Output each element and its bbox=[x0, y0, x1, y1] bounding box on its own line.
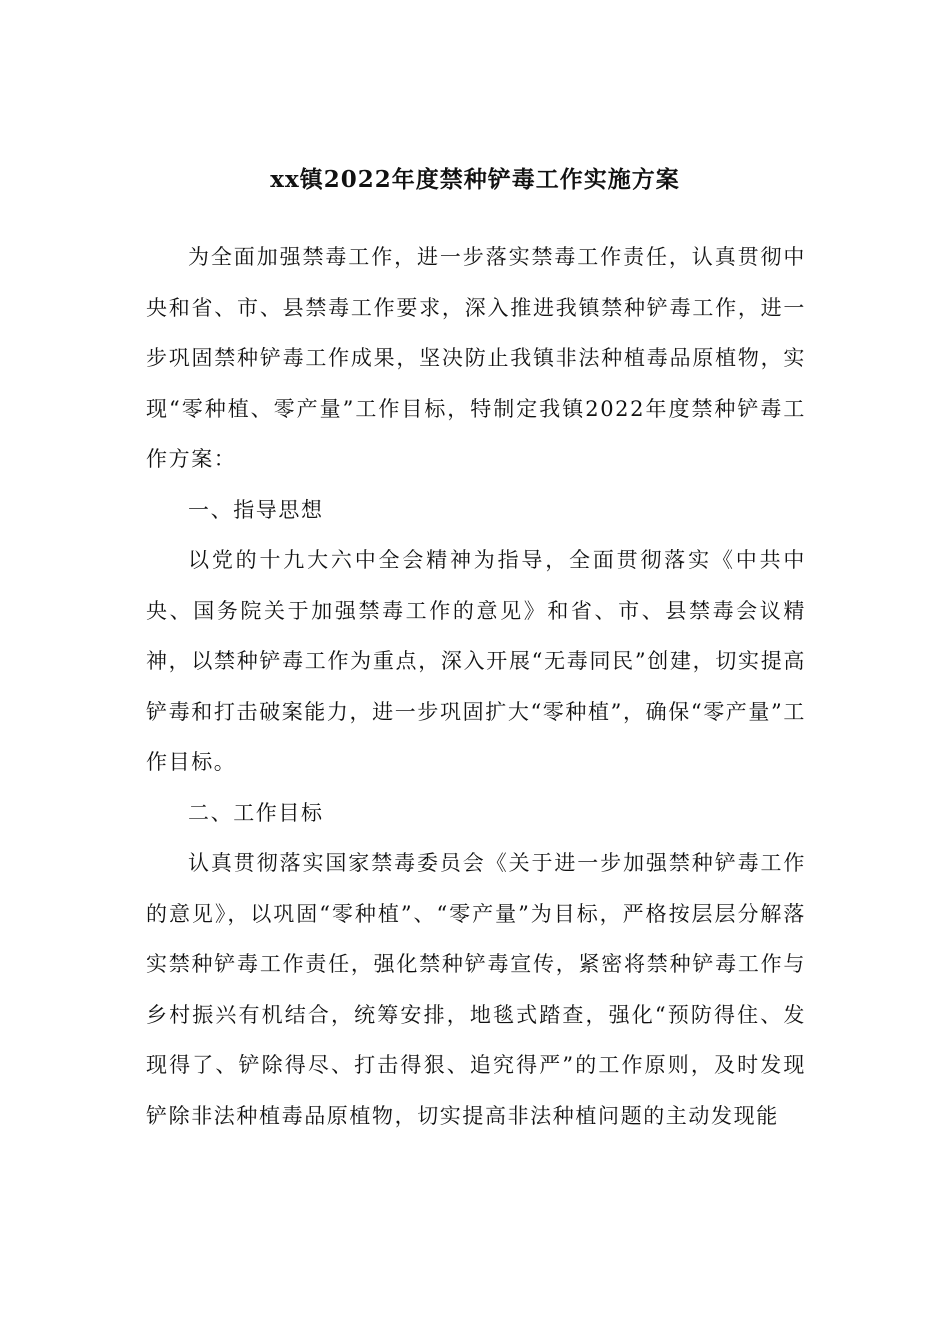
section-heading-work-goals: 二、工作目标 bbox=[188, 800, 324, 825]
document-title: xx镇2022年度禁种铲毒工作实施方案 bbox=[270, 166, 680, 193]
section-paragraph-work-goals: 认真贯彻落实国家禁毒委员会《关于进一步加强禁种铲毒工作的意见》，以巩固“零种植”、“零产量”为目标，严格按层层分解落实禁种铲毒工作责任，强化禁种铲毒宣传，紧密将禁种铲毒工作与乡村振兴有机结合，统筹安排，地毯式踏查，强化“预防得住、发现得了、铲除得尽、打击得狠、追究得严”的工作原则，及时发现铲除非法种植毒品原植物，切实提高非法种植问题的主动发现能 bbox=[146, 851, 806, 1128]
section-heading-guiding-ideology: 一、指导思想 bbox=[188, 497, 324, 522]
intro-paragraph: 为全面加强禁毒工作，进一步落实禁毒工作责任，认真贯彻中央和省、市、县禁毒工作要求，深入推进我镇禁种铲毒工作，进一步巩固禁种铲毒工作成果，坚决防止我镇非法种植毒品原植物，实现“零种植、零产量”工作目标，特制定我镇2022年度禁种铲毒工作方案： bbox=[146, 245, 806, 471]
document-body bbox=[146, 232, 806, 1141]
section-paragraph-guiding-ideology: 以党的十九大六中全会精神为指导，全面贯彻落实《中共中央、国务院关于加强禁毒工作的意见》和省、市、县禁毒会议精神，以禁种铲毒工作为重点，深入开展“无毒同民”创建，切实提高铲毒和打击破案能力，进一步巩固扩大“零种植”，确保“零产量”工作目标。 bbox=[146, 548, 806, 774]
